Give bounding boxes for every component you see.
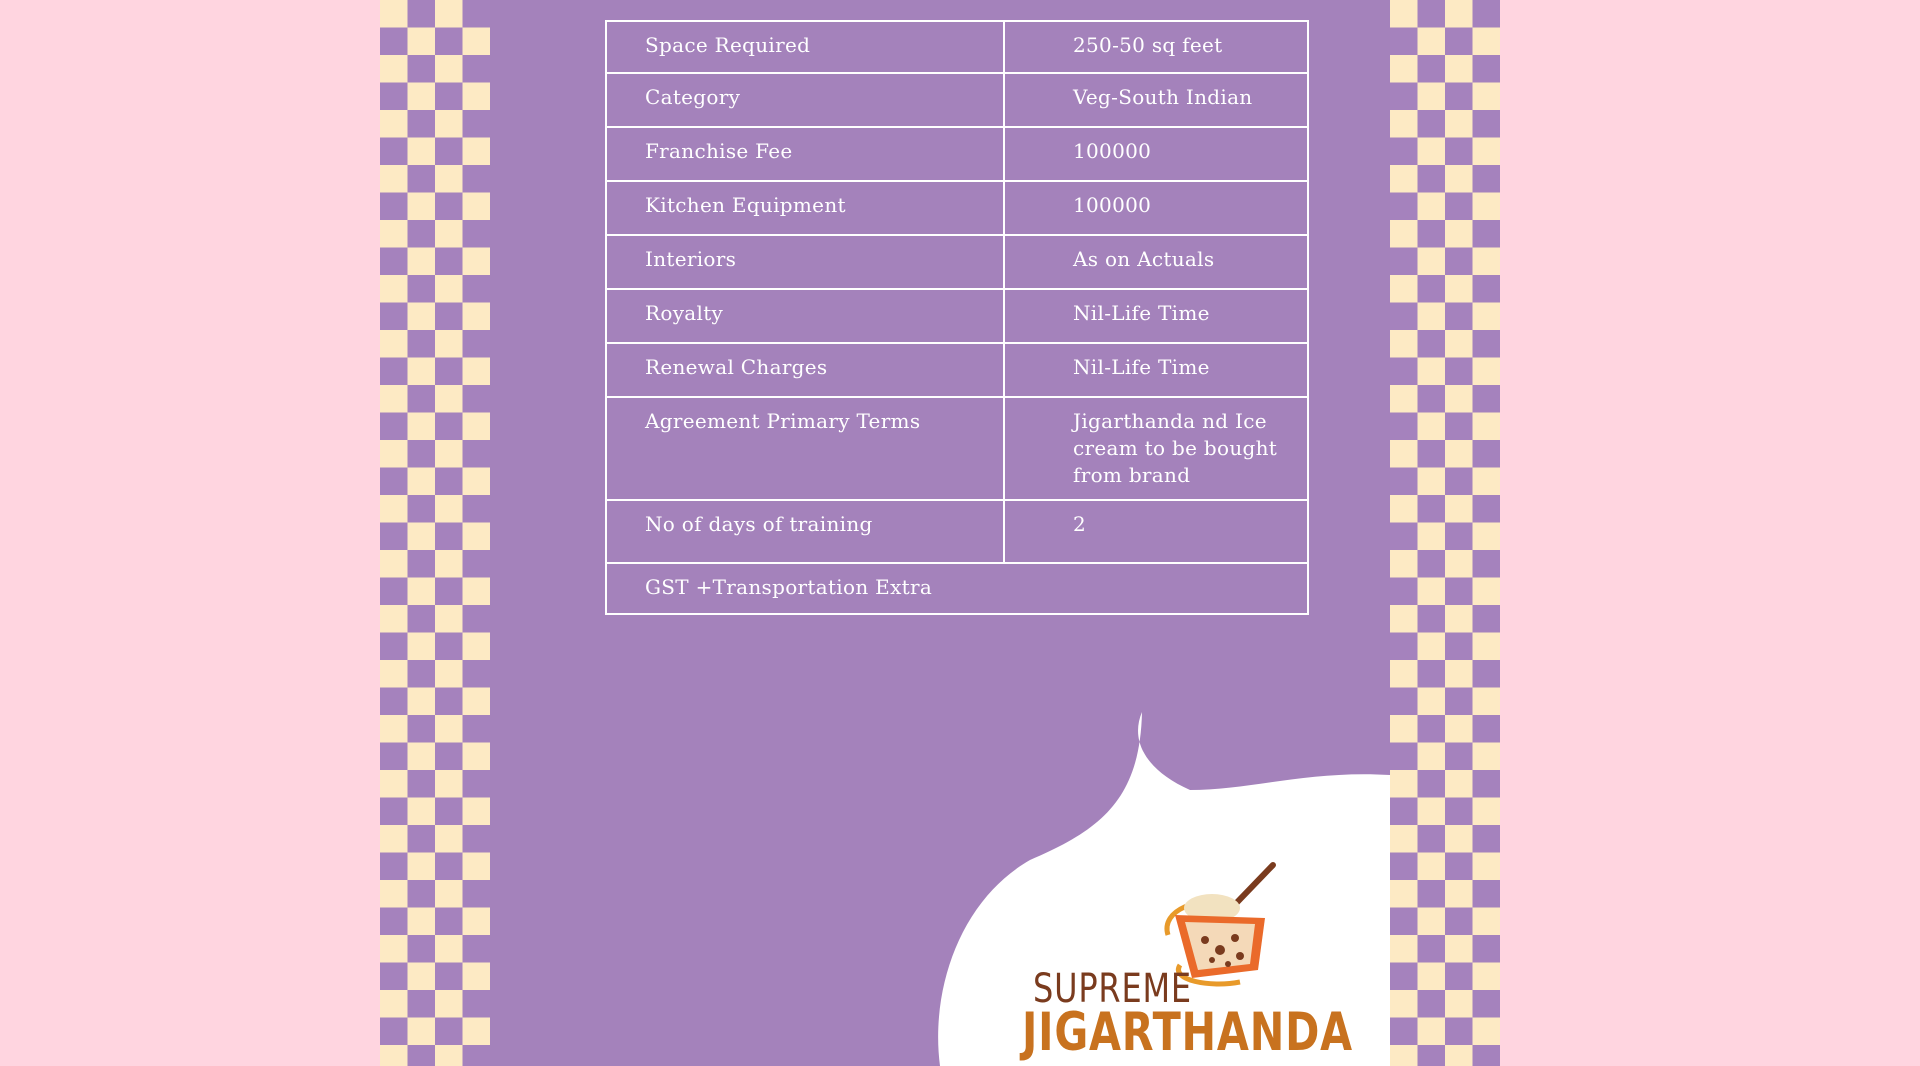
- table-row: [606, 289, 1308, 343]
- row-label: Agreement Primary Terms: [606, 397, 1004, 500]
- table-row: [606, 181, 1308, 235]
- table-row: [606, 500, 1308, 563]
- table-footer-row: [606, 563, 1308, 614]
- row-label: No of days of training: [606, 500, 1004, 563]
- row-value: 2: [1004, 500, 1308, 563]
- logo-supreme-text: SUPREME: [1033, 966, 1192, 1012]
- table-row: [606, 235, 1308, 289]
- row-label: Category: [606, 73, 1004, 127]
- table-row: [606, 343, 1308, 397]
- row-value: Veg-South Indian: [1004, 73, 1308, 127]
- franchise-info-table: [605, 20, 1309, 615]
- row-label: Royalty: [606, 289, 1004, 343]
- row-value: 250-50 sq feet: [1004, 21, 1308, 73]
- table-row: [606, 21, 1308, 73]
- right-checker-border: [1390, 0, 1500, 1066]
- row-label: Renewal Charges: [606, 343, 1004, 397]
- row-label: Interiors: [606, 235, 1004, 289]
- row-label: Space Required: [606, 21, 1004, 73]
- row-value: 100000: [1004, 181, 1308, 235]
- left-checker-border: [380, 0, 490, 1066]
- row-value: 100000: [1004, 127, 1308, 181]
- footer-note: GST +Transportation Extra: [606, 563, 1308, 614]
- table-row: [606, 397, 1308, 500]
- row-value: Jigarthanda nd Ice cream to be bought from brand: [1004, 397, 1308, 500]
- content-panel: [490, 0, 1390, 1066]
- table-row: [606, 127, 1308, 181]
- row-value: Nil-Life Time: [1004, 343, 1308, 397]
- row-value: As on Actuals: [1004, 235, 1308, 289]
- row-label: Kitchen Equipment: [606, 181, 1004, 235]
- row-label: Franchise Fee: [606, 127, 1004, 181]
- row-value: Nil-Life Time: [1004, 289, 1308, 343]
- table-row: [606, 73, 1308, 127]
- logo-jigarthanda-text: JIGARTHANDA: [1022, 1002, 1353, 1063]
